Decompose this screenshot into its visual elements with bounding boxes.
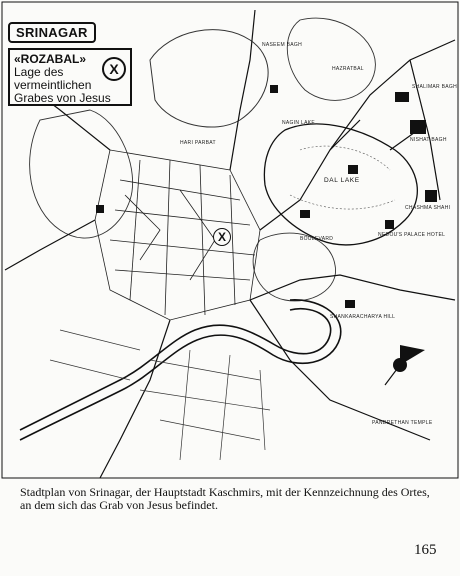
map-title: SRINAGAR [8,22,96,43]
place-label: BOULEVARD [300,236,334,242]
legend-name: «ROZABAL» [14,52,87,66]
lake-label: DAL LAKE [324,177,360,184]
river-jhelum-bank [20,300,341,440]
lake-channel [300,146,390,170]
place-label: NISHAT BAGH [410,137,447,143]
place-label: HAZRATBAL [332,66,364,72]
map-caption: Stadtplan von Srinagar, der Hauptstadt Kaschmirs, mit der Kennzeichnung des Ortes, an dem sich das Grab von Jesus befindet. [20,485,430,512]
page-number: 165 [414,542,437,558]
hill-contour [150,30,268,127]
legend-line: Grabes von Jesus [14,91,111,105]
lake-channel [290,195,395,209]
place-label: CHASHMA SHAHI [405,205,451,211]
legend-line: vermeintlichen [14,78,92,92]
place-label: NASEEM BAGH [262,42,302,48]
tomb-location-marker: X [213,228,231,246]
river-jhelum [20,309,331,430]
legend-x-marker: X [102,57,126,81]
place-label: NEDOU'S PALACE HOTEL [378,232,446,238]
legend-box [8,48,132,106]
hill-contour [287,18,375,100]
hill-contour [30,110,133,238]
place-label: NAGIN LAKE [282,120,316,126]
place-label: SHANKARACHARYA HILL [330,314,396,320]
legend-line: Lage des [14,65,64,79]
place-label: PANDRETHAN TEMPLE [372,420,433,426]
hill-contour [253,233,335,301]
place-label: SHALIMAR BAGH [412,84,458,90]
landmark-blocks [96,85,437,308]
place-label: HARI PARBAT [180,140,216,146]
old-city-streets [95,150,260,320]
north-arrow [385,345,425,385]
dal-lake-shore [264,124,417,245]
